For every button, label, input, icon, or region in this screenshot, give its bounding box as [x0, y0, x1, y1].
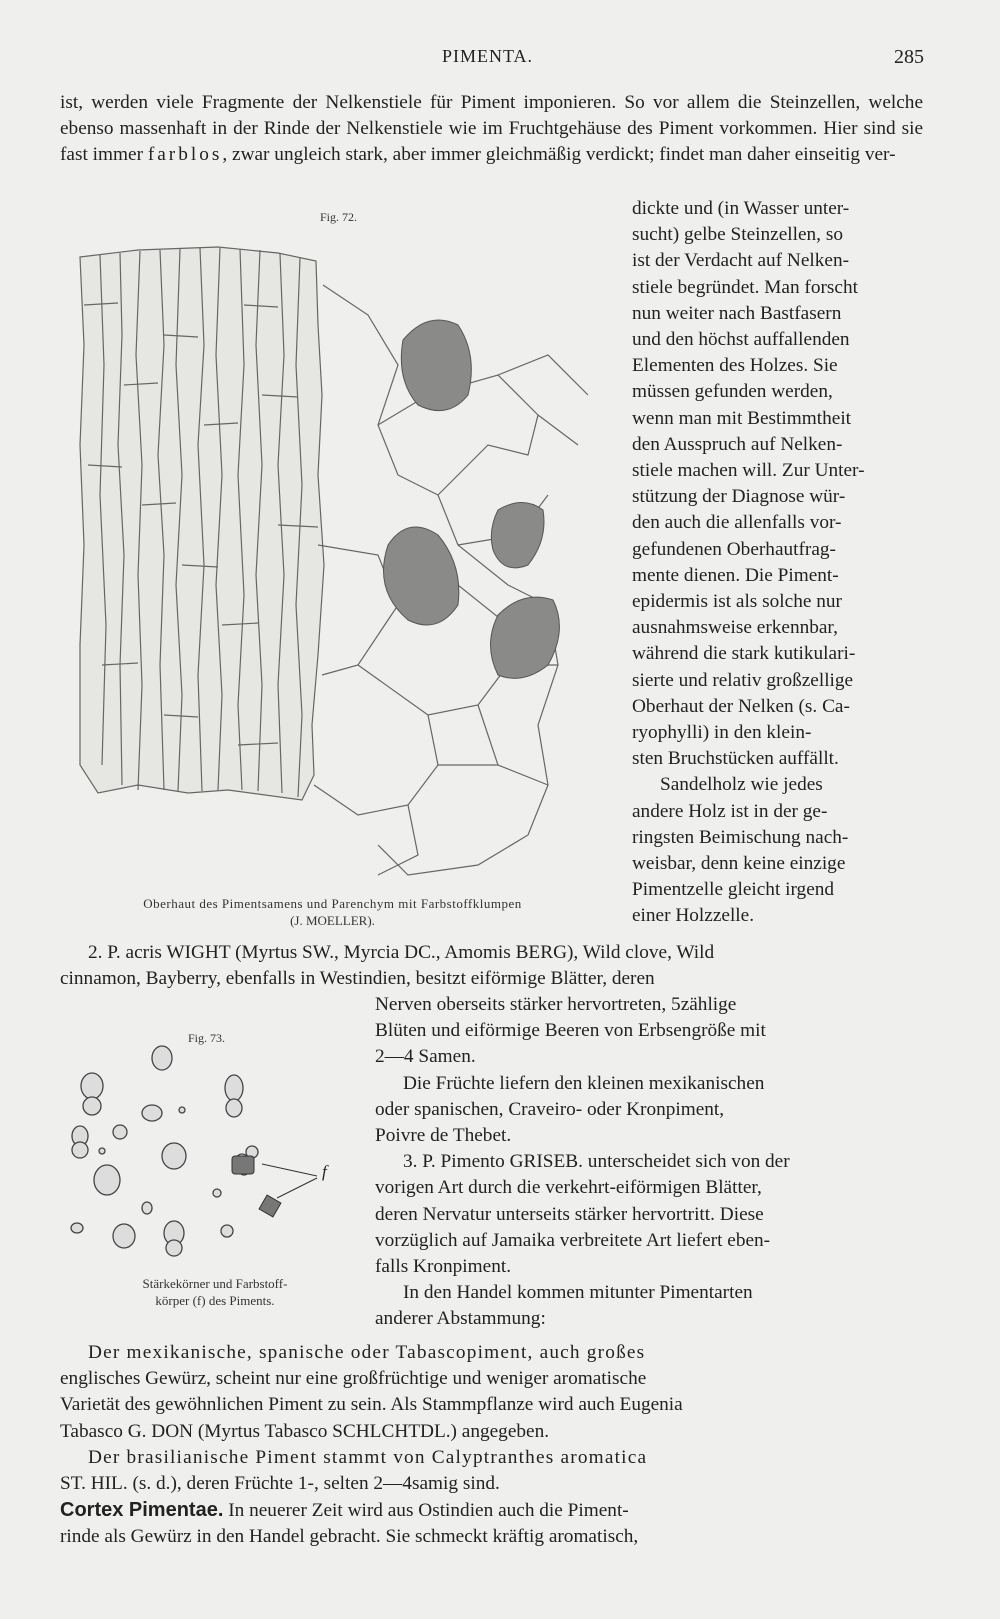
right-column-line: sten Bruchstücken auffällt.	[632, 748, 839, 770]
right-column-line: während die stark kutikulari-	[632, 643, 856, 665]
fig73-marker: f	[322, 1162, 327, 1181]
fig73-caption-line1: Stärkekörner und Farbstoff-	[142, 1276, 288, 1291]
fig72-illustration	[78, 245, 598, 875]
bottom-line: englisches Gewürz, scheint nur eine großfrüchtige und weniger aromatische	[60, 1368, 647, 1390]
top-text-end: , zwar ungleich stark, aber immer gleichmäßig verdickt; findet man daher einseitig ver-	[222, 144, 896, 166]
bottom-line: Der brasilianische Piment stammt von Calyptranthes aromatica	[88, 1446, 648, 1468]
bottom-line: ST. HIL. (s. d.), deren Früchte 1-, selten 2—4samig sind.	[60, 1473, 500, 1495]
fig73-illustration	[62, 1048, 362, 1268]
mid-right-line: vorzüglich auf Jamaika verbreitete Art liefert eben-	[375, 1229, 771, 1251]
right-column-line: sucht) gelbe Steinzellen, so	[632, 224, 843, 246]
mid-right-line: anderer Abstammung:	[375, 1308, 546, 1330]
right-column-line: den Ausspruch auf Nelken-	[632, 433, 843, 455]
right-column-line: stiele machen will. Zur Unter-	[632, 460, 865, 482]
right-column-line: wenn man mit Bestimmtheit	[632, 407, 852, 429]
right-column-line: epidermis ist als solche nur	[632, 591, 842, 613]
fig72-caption-line2: (J. MOELLER).	[290, 913, 375, 928]
right-column-line: weisbar, denn keine einzige	[632, 853, 846, 875]
right-column-line: dickte und (in Wasser unter-	[632, 198, 850, 219]
mid-right-column	[375, 992, 923, 1333]
mid-right-line: In den Handel kommen mitunter Pimentarten	[403, 1282, 753, 1304]
right-column-line: Oberhaut der Nelken (s. Ca-	[632, 695, 850, 717]
fig72-caption	[55, 895, 610, 929]
cortex-line2: rinde als Gewürz in den Handel gebracht. Sie schmeckt kräftig aromatisch,	[60, 1526, 639, 1548]
right-column-line: ryophylli) in den klein-	[632, 722, 812, 744]
right-column-line: sierte und relativ großzellige	[632, 669, 854, 691]
right-column-line: stützung der Diagnose wür-	[632, 486, 846, 508]
section-2-line1: 2. P. acris WIGHT (Myrtus SW., Myrcia DC., Amomis BERG), Wild clove, Wild	[88, 942, 715, 963]
bottom-line: Tabasco G. DON (Myrtus Tabasco SCHLCHTDL.) angegeben.	[60, 1420, 550, 1442]
mid-right-line: 2—4 Samen.	[375, 1046, 476, 1068]
right-column-line: gefundenen Oberhautfrag-	[632, 538, 836, 560]
cortex-text1: In neuerer Zeit wird aus Ostindien auch die Piment-	[228, 1500, 629, 1522]
right-column-line: andere Holz ist in der ge-	[632, 800, 828, 822]
right-column-line: ringsten Beimischung nach-	[632, 826, 849, 848]
mid-right-line: Poivre de Thebet.	[375, 1125, 512, 1147]
right-column-line: müssen gefunden werden,	[632, 381, 833, 403]
top-text-spaced: farblos	[147, 144, 223, 166]
right-column-line: ist der Verdacht auf Nelken-	[632, 250, 850, 272]
right-column-line: den auch die allenfalls vor-	[632, 512, 842, 534]
right-column-line: und den höchst auffallenden	[632, 329, 850, 351]
fig72-caption-line1: Oberhaut des Pimentsamens und Parenchym mit Farbstoffklumpen	[143, 896, 522, 911]
right-column	[632, 196, 923, 930]
page-number: 285	[894, 46, 924, 68]
right-column-line: einer Holzzelle.	[632, 905, 755, 927]
mid-right-line: oder spanischen, Craveiro- oder Kronpiment,	[375, 1098, 725, 1120]
right-column-line: Pimentzelle gleicht irgend	[632, 879, 835, 901]
fig72-label: Fig. 72.	[320, 210, 358, 224]
fig73-label: Fig. 73.	[188, 1031, 226, 1045]
bottom-paragraphs	[60, 1340, 923, 1551]
fig73-caption-line2: körper (f) des Piments.	[155, 1293, 275, 1308]
bottom-line: Der mexikanische, spanische oder Tabascopiment, auch großes	[88, 1342, 646, 1363]
mid-right-line: Nerven oberseits stärker hervortreten, 5zählige	[375, 994, 737, 1015]
mid-right-line: Die Früchte liefern den kleinen mexikanischen	[403, 1072, 765, 1094]
section-2	[60, 940, 923, 992]
running-header	[0, 42, 1000, 72]
mid-right-line: Blüten und eiförmige Beeren von Erbsengröße mit	[375, 1020, 766, 1042]
top-paragraph	[60, 90, 923, 169]
right-column-line: ausnahmsweise erkennbar,	[632, 617, 838, 639]
bottom-line: Varietät des gewöhnlichen Piment zu sein. Als Stammpflanze wird auch Eugenia	[60, 1394, 683, 1416]
right-column-line: Elementen des Holzes. Sie	[632, 355, 838, 377]
cortex-heading: Cortex Pimentae.	[60, 1499, 224, 1522]
fig73-caption	[90, 1275, 340, 1309]
top-text: ist, werden viele Fragmente der Nelkenstiele für Piment imponieren. So vor allem die Steinzellen, welche ebenso massenhaft in der Rinde der Nelkenstiele wie im Fruchtgehäuse des Piment vorkommen. Hier sind sie fast immer	[60, 92, 923, 166]
mid-right-line: deren Nervatur unterseits stärker hervortritt. Diese	[375, 1203, 764, 1225]
right-column-line: nun weiter nach Bastfasern	[632, 302, 842, 324]
right-column-line: Sandelholz wie jedes	[660, 774, 823, 796]
running-title: PIMENTA.	[442, 46, 534, 66]
right-column-line: mente dienen. Die Piment-	[632, 564, 839, 586]
mid-right-line: vorigen Art durch die verkehrt-eiförmigen Blätter,	[375, 1177, 762, 1199]
section-2-line2: cinnamon, Bayberry, ebenfalls in Westindien, besitzt eiförmige Blätter, deren	[60, 968, 655, 990]
mid-right-line: 3. P. Pimento GRISEB. unterscheidet sich von der	[403, 1151, 790, 1173]
mid-right-line: falls Kronpiment.	[375, 1256, 512, 1278]
right-column-line: stiele begründet. Man forscht	[632, 276, 858, 298]
cortex-line1	[60, 1497, 923, 1524]
